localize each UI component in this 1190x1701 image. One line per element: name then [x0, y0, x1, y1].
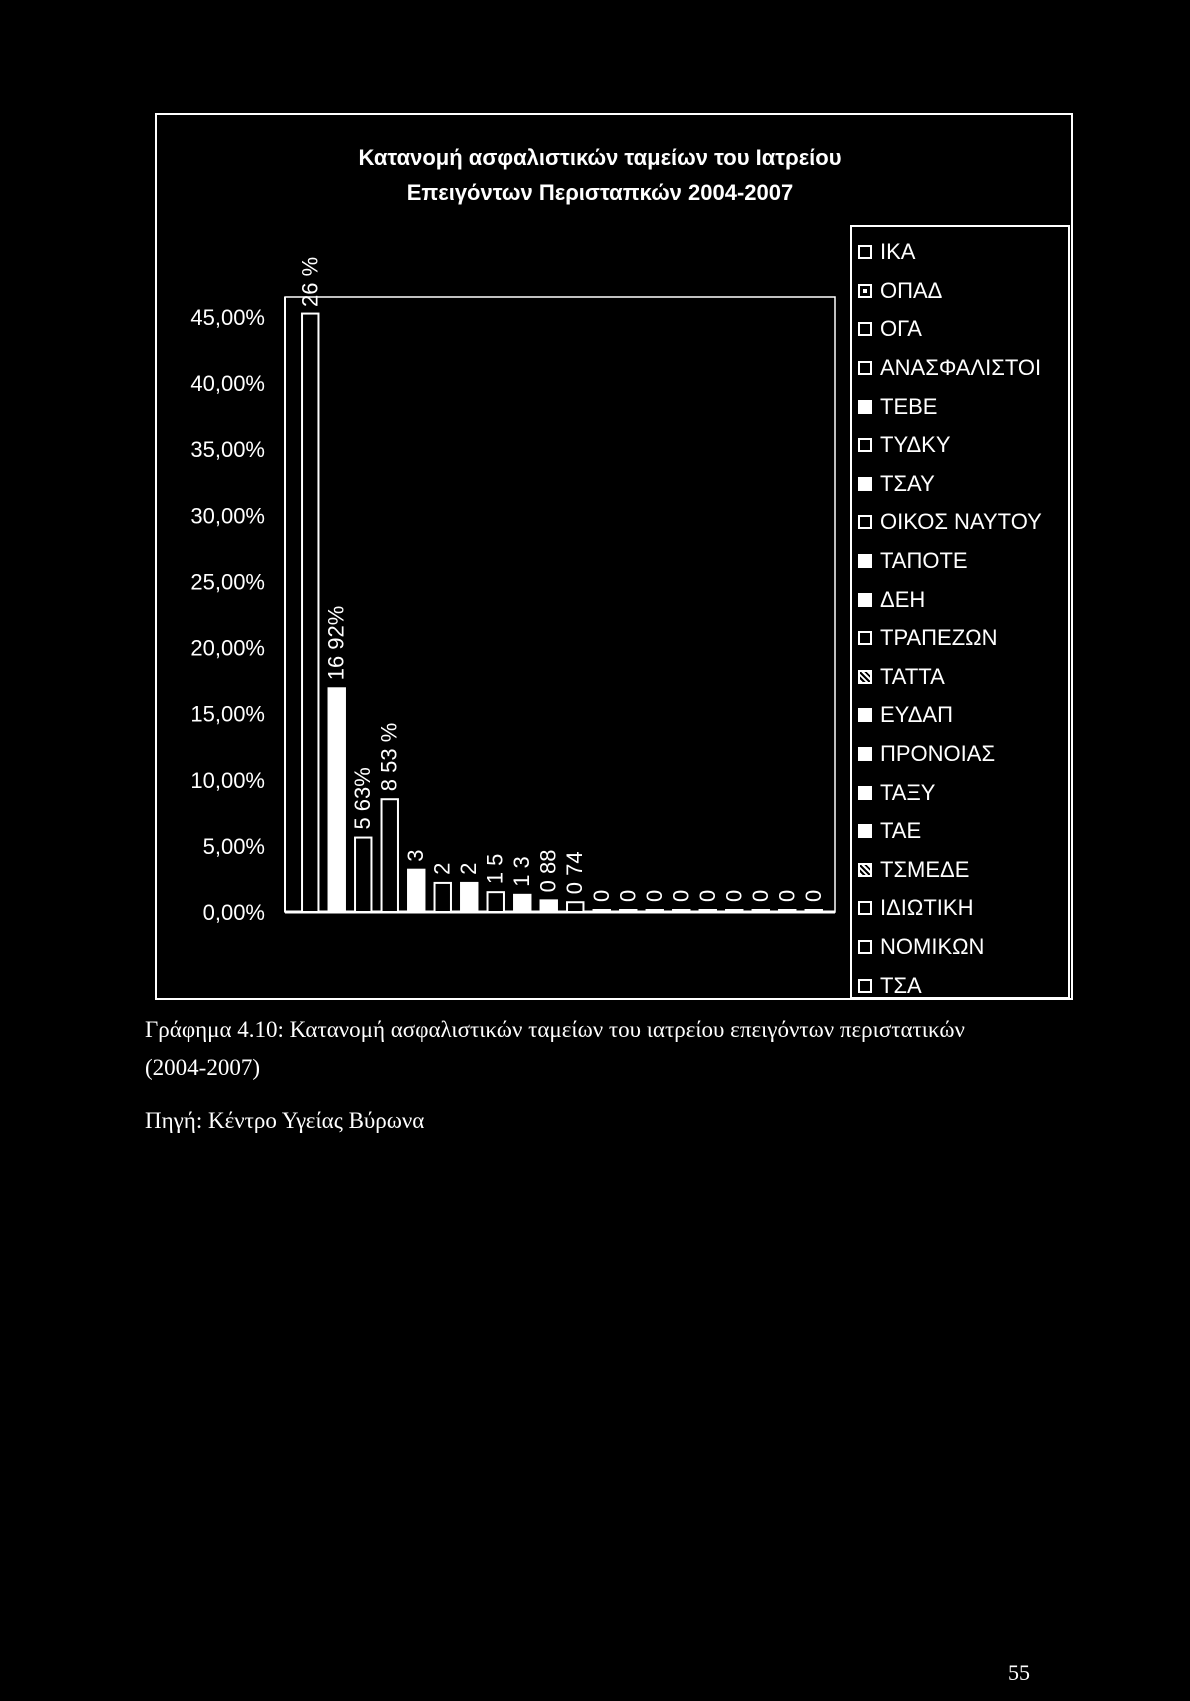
- bar-1: [302, 314, 318, 912]
- legend-label: ΟΙΚΟΣ ΝΑΥΤΟΥ: [880, 509, 1042, 535]
- y-tick-label: 25,00%: [190, 569, 265, 595]
- legend-swatch: [858, 438, 872, 452]
- data-label: 0: [800, 889, 826, 902]
- legend-swatch: [858, 400, 872, 414]
- chart-subtitle: Επειγόντων Περισταπκών 2004-2007: [406, 180, 794, 205]
- legend-label: ΤΕΒΕ: [880, 393, 938, 419]
- legend-swatch: [858, 593, 872, 607]
- legend-item: [852, 696, 1068, 735]
- legend-item: [852, 928, 1068, 967]
- bar-15: [673, 910, 689, 912]
- legend-label: ΟΓΑ: [880, 316, 922, 342]
- legend-label: ΤΑΕ: [880, 818, 922, 844]
- legend-swatch: [858, 322, 872, 336]
- data-label: 0: [747, 889, 773, 902]
- bar-12: [594, 910, 610, 912]
- legend-item: [852, 503, 1068, 542]
- legend-swatch: [858, 747, 872, 761]
- bar-13: [620, 910, 636, 912]
- data-label: 16 92%: [323, 605, 349, 681]
- bar-11: [567, 902, 583, 912]
- legend-label: ΔΕΗ: [880, 586, 926, 612]
- legend-item: [852, 272, 1068, 311]
- data-label: 0 74: [562, 851, 588, 895]
- y-tick-label: 20,00%: [190, 635, 265, 661]
- data-label: 8 53 %: [376, 722, 402, 792]
- legend-item: [852, 619, 1068, 658]
- data-label: 0: [615, 889, 641, 902]
- bar-9: [514, 895, 530, 912]
- legend-swatch: [858, 670, 872, 684]
- legend-label: ΙΚΑ: [880, 239, 916, 265]
- data-label: 0: [668, 889, 694, 902]
- legend-label: ΤΥΔΚΥ: [880, 432, 951, 458]
- legend-item: [852, 465, 1068, 504]
- figure-caption: Γράφημα 4.10: Κατανομή ασφαλιστικών ταμείων του ιατρείου επειγόντων περιστατικών: [145, 1017, 965, 1042]
- figure-source: Πηγή: Κέντρο Υγείας Βύρωνα: [145, 1108, 425, 1133]
- bar-6: [435, 883, 451, 912]
- legend-label: ΝΟΜΙΚΩΝ: [880, 933, 985, 959]
- legend-swatch: [858, 361, 872, 375]
- data-label: 5 63%: [350, 767, 376, 830]
- y-tick-label: 45,00%: [190, 305, 265, 330]
- y-tick-label: 35,00%: [190, 437, 265, 463]
- legend-swatch: [858, 786, 872, 800]
- data-label: 0: [641, 889, 667, 902]
- data-label: 2: [429, 862, 455, 875]
- legend-item: [852, 349, 1068, 388]
- bar-8: [488, 892, 504, 912]
- y-tick-label: 10,00%: [190, 767, 265, 793]
- data-label: 0: [774, 889, 800, 902]
- data-label: 26 %: [297, 256, 323, 307]
- data-label: 0: [588, 889, 614, 902]
- legend-item: [852, 580, 1068, 619]
- legend-swatch: [858, 631, 872, 645]
- bar-18: [753, 910, 769, 912]
- legend-label: ΤΑΠΟΤΕ: [880, 548, 968, 574]
- y-tick-label: 0,00%: [202, 900, 265, 925]
- y-tick-label: 40,00%: [190, 371, 265, 397]
- legend-item: [852, 387, 1068, 426]
- y-tick-label: 5,00%: [202, 833, 265, 859]
- legend-label: ΠΡΟΝΟΙΑΣ: [880, 741, 996, 767]
- data-label: 0 88: [535, 849, 561, 893]
- chart-title: Κατανομή ασφαλιστικών ταμείων του Ιατρείου: [358, 145, 842, 170]
- legend-swatch: [858, 284, 872, 298]
- y-tick-label: 15,00%: [190, 701, 265, 727]
- bar-5: [408, 870, 424, 912]
- page-number: 55: [1008, 1660, 1030, 1685]
- bar-7: [461, 883, 477, 912]
- data-label: 0: [694, 889, 720, 902]
- legend-item: [852, 542, 1068, 581]
- bar-10: [541, 900, 557, 912]
- legend-swatch: [858, 245, 872, 259]
- legend-item: [852, 812, 1068, 851]
- legend-swatch: [858, 979, 872, 993]
- legend-label: ΕΥΔΑΠ: [880, 702, 953, 728]
- legend-swatch: [858, 901, 872, 915]
- figure-caption-years: (2004-2007): [145, 1055, 260, 1080]
- bar-16: [700, 910, 716, 912]
- data-label: 2: [456, 862, 482, 875]
- bar-2: [329, 688, 345, 912]
- legend-item: [852, 851, 1068, 890]
- legend-label: ΙΔΙΩΤΙΚΗ: [880, 895, 974, 921]
- legend-item: [852, 735, 1068, 774]
- legend-label: ΑΝΑΣΦΑΛΙΣΤΟΙ: [880, 355, 1042, 381]
- bar-20: [806, 910, 822, 912]
- legend-item: [852, 889, 1068, 928]
- legend-item: [852, 966, 1068, 1005]
- data-label: 1 3: [509, 856, 535, 887]
- y-tick-label: 30,00%: [190, 503, 265, 529]
- legend-item: [852, 658, 1068, 697]
- legend-swatch: [858, 863, 872, 877]
- data-label: 0: [721, 889, 747, 902]
- bar-19: [779, 910, 795, 912]
- bar-14: [647, 910, 663, 912]
- legend-label: ΤΣΑ: [880, 972, 922, 998]
- legend-item: [852, 233, 1068, 272]
- legend-item: [852, 773, 1068, 812]
- legend-label: ΤΣΑΥ: [880, 470, 935, 496]
- chart-legend: [850, 225, 1070, 999]
- legend-label: ΤΑΞΥ: [880, 779, 936, 805]
- legend-swatch: [858, 940, 872, 954]
- bar-3: [355, 838, 371, 912]
- legend-swatch: [858, 477, 872, 491]
- legend-swatch: [858, 554, 872, 568]
- legend-label: ΟΠΑΔ: [880, 277, 943, 303]
- bar-17: [726, 910, 742, 912]
- legend-swatch: [858, 708, 872, 722]
- legend-label: ΤΑΤΤΑ: [880, 663, 945, 689]
- data-label: 3: [403, 849, 429, 862]
- legend-swatch: [858, 824, 872, 838]
- legend-swatch: [858, 515, 872, 529]
- legend-item: [852, 426, 1068, 465]
- data-label: 1 5: [482, 853, 508, 885]
- legend-item: [852, 310, 1068, 349]
- bar-4: [382, 799, 398, 912]
- legend-label: ΤΣΜΕΔΕ: [880, 856, 970, 882]
- legend-label: ΤΡΑΠΕΖΩΝ: [880, 625, 998, 651]
